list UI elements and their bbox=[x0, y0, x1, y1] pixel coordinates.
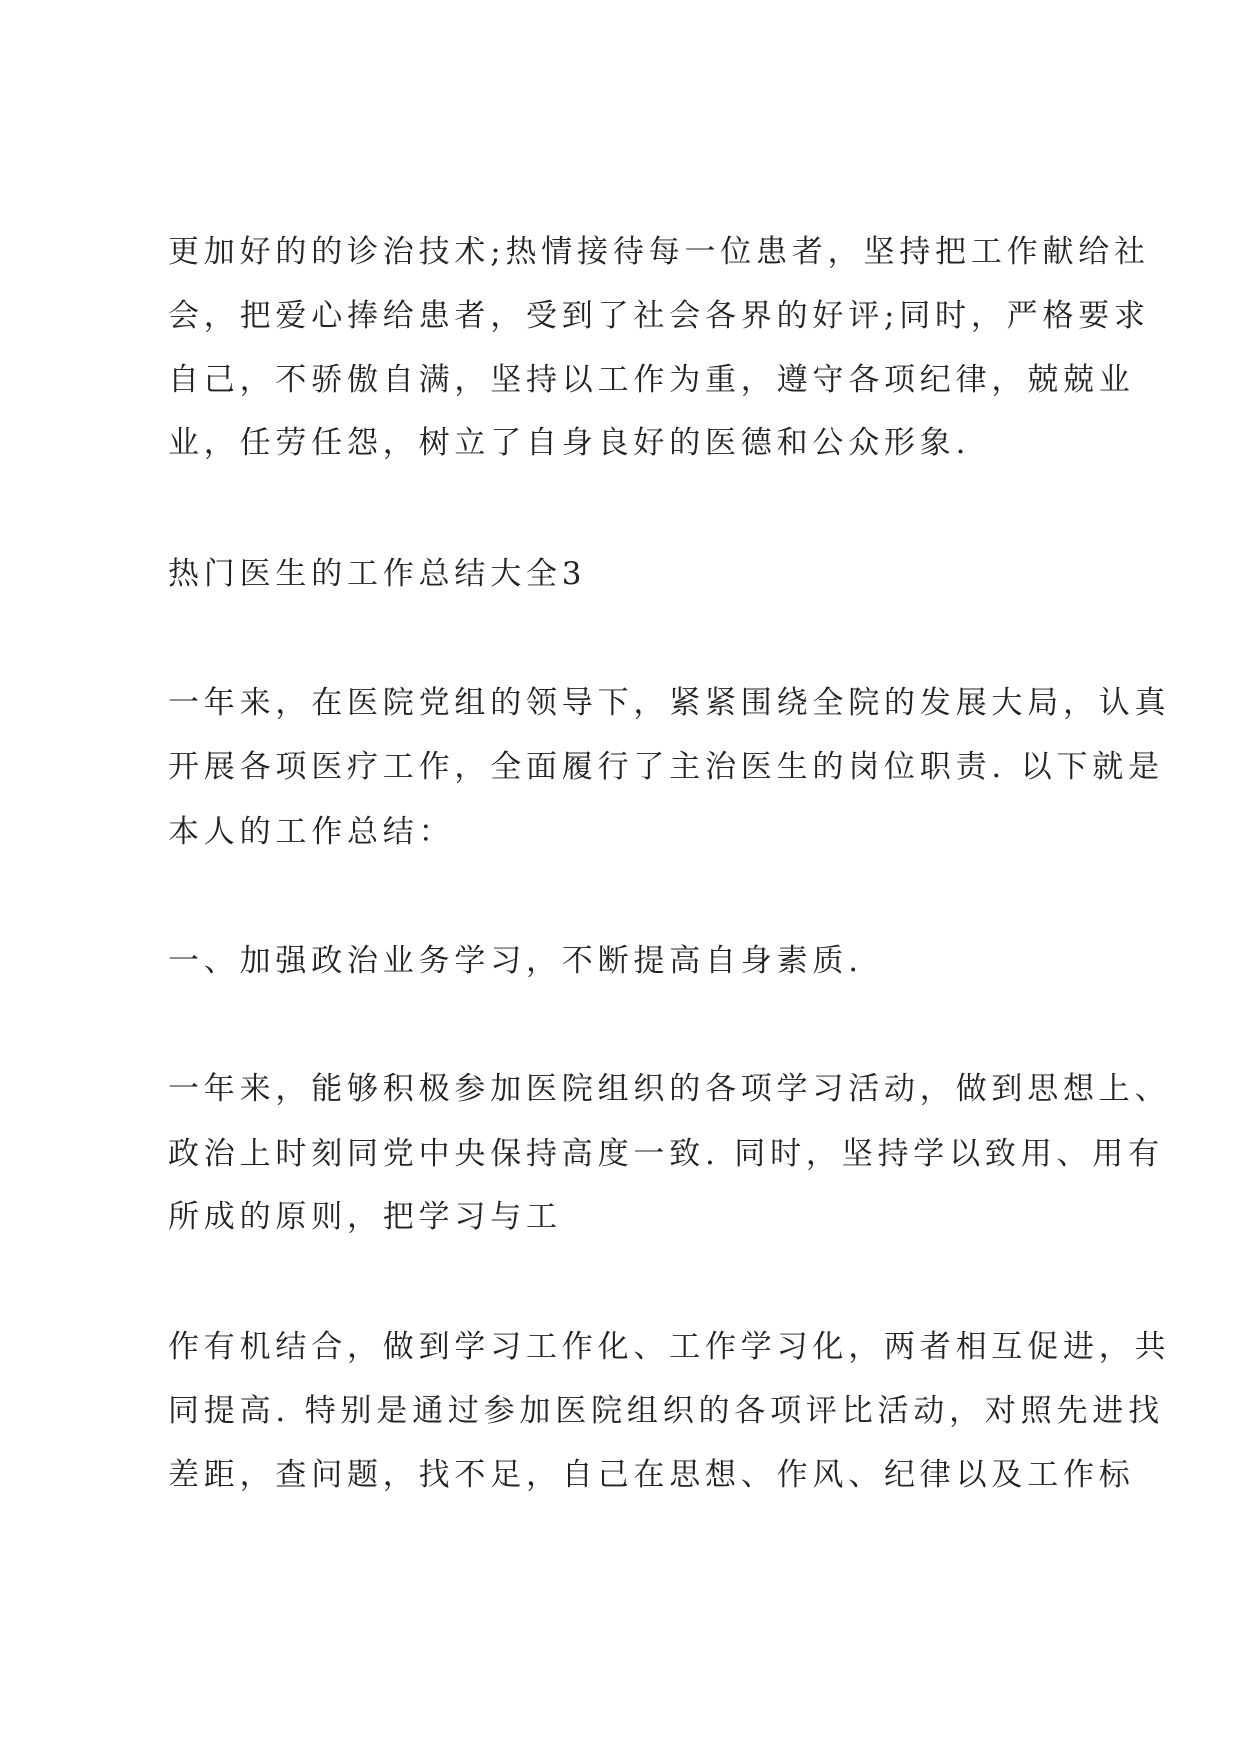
text-line: 作有机结合，做到学习工作化、工作学习化，两者相互促进，共 bbox=[168, 1329, 1171, 1365]
text-line: 一年来，在医院党组的领导下，紧紧围绕全院的发展大局，认真 bbox=[168, 685, 1171, 721]
text-line: 差距，查问题，找不足，自己在思想、作风、纪律以及工作标 bbox=[168, 1457, 1135, 1493]
text-line: 同提高. 特别是通过参加医院组织的各项评比活动，对照先进找 bbox=[168, 1393, 1164, 1429]
section-heading: 热门医生的工作总结大全3 bbox=[168, 556, 587, 592]
text-line: 业，任劳任怨，树立了自身良好的医德和公众形象. bbox=[168, 425, 971, 461]
text-line: 一年来，能够积极参加医院组织的各项学习活动，做到思想上、 bbox=[168, 1071, 1171, 1107]
text-line: 本人的工作总结： bbox=[168, 814, 455, 850]
text-line: 政治上时刻同党中央保持高度一致. 同时，坚持学以致用、用有 bbox=[168, 1136, 1164, 1172]
text-line: 自己，不骄傲自满，坚持以工作为重，遵守各项纪律，兢兢业 bbox=[168, 362, 1135, 398]
subheading: 一、加强政治业务学习，不断提高自身素质. bbox=[168, 943, 863, 979]
text-line: 所成的原则，把学习与工 bbox=[168, 1199, 562, 1235]
text-line: 更加好的的诊治技术;热情接待每一位患者，坚持把工作献给社 bbox=[168, 234, 1150, 270]
text-line: 开展各项医疗工作，全面履行了主治医生的岗位职责. 以下就是 bbox=[168, 749, 1164, 785]
text-line: 会，把爱心捧给患者，受到了社会各界的好评;同时，严格要求 bbox=[168, 298, 1150, 334]
